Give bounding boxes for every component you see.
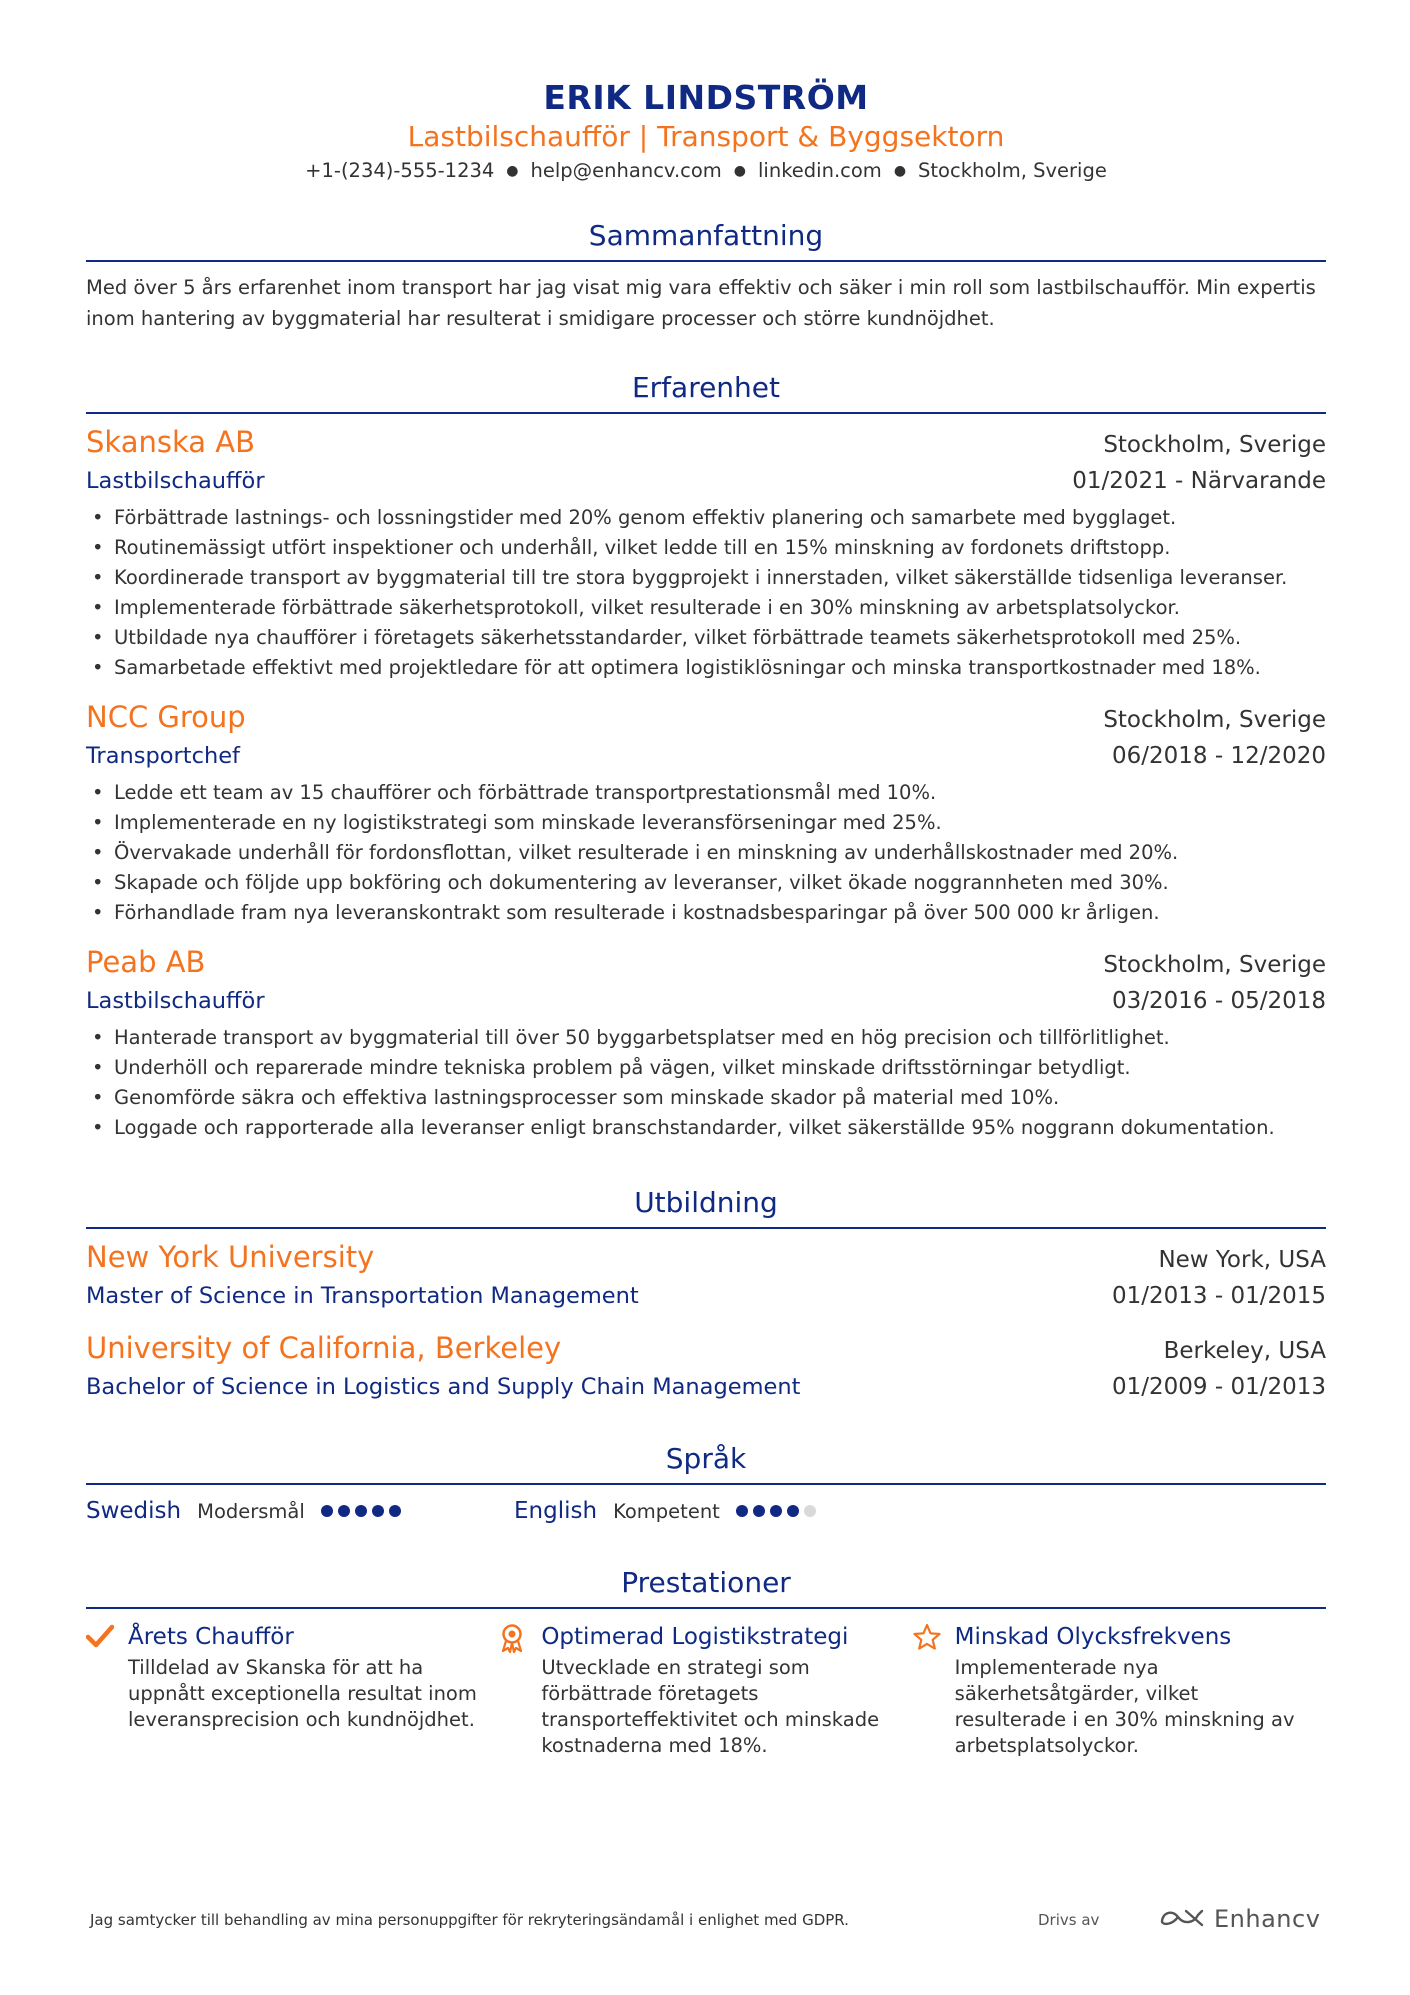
- language-rating: [736, 1505, 816, 1517]
- powered-by-label: Drivs av: [1038, 1911, 1100, 1929]
- resume-page: [86, 0, 1326, 1759]
- job-entry: [86, 942, 1326, 1143]
- education-section: [86, 1183, 1326, 1405]
- job-bullet: • Utbildade nya chaufförer i företagets säkerhetsstandarder, vilket förbättrade teamets säkerhetsprotokoll med 25%.: [86, 623, 1326, 653]
- gdpr-consent: Jag samtycker till behandling av mina personuppgifter för rekryteringsändamål i enlighet med GDPR.: [90, 1911, 849, 1929]
- achievement-title: Årets Chaufför: [128, 1624, 294, 1650]
- job-bullet: • Implementerade en ny logistikstrategi som minskade leveransförseningar med 25%.: [86, 808, 1326, 838]
- language-item: [86, 1498, 514, 1524]
- rating-dot-filled: [787, 1505, 799, 1517]
- experience-section: [86, 368, 1326, 1143]
- education-location: New York, USA: [1158, 1247, 1326, 1273]
- candidate-name: ERIK LINDSTRÖM: [543, 78, 869, 117]
- job-company: Skanska AB: [86, 425, 255, 459]
- job-entry: [86, 697, 1326, 928]
- language-name: English: [514, 1498, 598, 1524]
- job-location: Stockholm, Sverige: [1103, 707, 1326, 733]
- education-dates: 01/2013 - 01/2015: [1111, 1283, 1326, 1309]
- job-bullet: • Underhöll och reparerade mindre tekniska problem på vägen, vilket minskade driftsstörningar betydligt.: [86, 1053, 1326, 1083]
- enhancv-logo-icon: [1158, 1905, 1206, 1933]
- job-bullets: [86, 503, 1326, 683]
- education-degree: Bachelor of Science in Logistics and Supply Chain Management: [86, 1374, 801, 1400]
- enhancv-brand-name: Enhancv: [1214, 1905, 1321, 1933]
- job-bullet: • Övervakade underhåll för fordonsflottan, vilket resulterade i en minskning av underhållskostnader med 20%.: [86, 838, 1326, 868]
- language-rating: [321, 1505, 401, 1517]
- job-role: Transportchef: [86, 743, 240, 769]
- job-location: Stockholm, Sverige: [1103, 432, 1326, 458]
- section-title-summary: Sammanfattning: [86, 216, 1326, 262]
- languages-list: [86, 1485, 1326, 1537]
- contact-phone: +1-(234)-555-1234: [305, 159, 495, 182]
- education-school: University of California, Berkeley: [86, 1331, 562, 1365]
- contact-separator: ●: [893, 163, 907, 179]
- education-entry: [86, 1328, 1326, 1405]
- achievement-item: [86, 1621, 499, 1759]
- achievement-item: [499, 1621, 912, 1759]
- education-location: Berkeley, USA: [1163, 1338, 1326, 1364]
- checkmark-icon: [86, 1621, 128, 1759]
- job-bullet: • Hanterade transport av byggmaterial till över 50 byggarbetsplatser med en hög precision och tillförlitlighet.: [86, 1023, 1326, 1053]
- job-bullet: • Implementerade förbättrade säkerhetsprotokoll, vilket resulterade i en 30% minskning av arbetsplatsolyckor.: [86, 593, 1326, 623]
- languages-section: [86, 1439, 1326, 1537]
- job-company: Peab AB: [86, 945, 206, 979]
- section-title-achievements: Prestationer: [86, 1563, 1326, 1609]
- job-dates: 06/2018 - 12/2020: [1111, 743, 1326, 769]
- resume-header: [86, 0, 1326, 188]
- job-bullets: [86, 1023, 1326, 1143]
- rating-dot-filled: [355, 1505, 367, 1517]
- contact-line: [86, 156, 1326, 188]
- rating-dot-filled: [770, 1505, 782, 1517]
- contact-location: Stockholm, Sverige: [918, 159, 1107, 182]
- summary-section: [86, 216, 1326, 334]
- star-icon: [913, 1621, 955, 1759]
- job-entry: [86, 422, 1326, 683]
- summary-text: Med över 5 års erfarenhet inom transport har jag visat mig vara effektiv och säker i min roll som lastbilschaufför. Min expertis inom hantering av byggmaterial har resulterat i smidigare processer och större kundnöjdhet.: [86, 276, 1316, 330]
- award-ribbon-icon: [499, 1621, 541, 1759]
- contact-email[interactable]: help@enhancv.com: [530, 159, 722, 182]
- contact-separator: ●: [733, 163, 747, 179]
- education-school: New York University: [86, 1240, 375, 1274]
- job-bullet: • Genomförde säkra och effektiva lastningsprocesser som minskade skador på material med 10%.: [86, 1083, 1326, 1113]
- job-role: Lastbilschaufför: [86, 988, 265, 1014]
- language-level: Kompetent: [613, 1499, 720, 1523]
- rating-dot-empty: [804, 1505, 816, 1517]
- job-company: NCC Group: [86, 700, 246, 734]
- achievement-title: Minskad Olycksfrekvens: [954, 1624, 1232, 1650]
- education-dates: 01/2009 - 01/2013: [1111, 1374, 1326, 1400]
- section-title-languages: Språk: [86, 1439, 1326, 1485]
- achievements-section: [86, 1563, 1326, 1759]
- language-level: Modersmål: [197, 1499, 305, 1523]
- job-bullet: • Loggade och rapporterade alla leveranser enligt branschstandarder, vilket säkerställde 95% noggrann dokumentation.: [86, 1113, 1326, 1143]
- rating-dot-filled: [736, 1505, 748, 1517]
- contact-separator: ●: [506, 163, 519, 179]
- achievement-item: [913, 1621, 1326, 1759]
- rating-dot-filled: [753, 1505, 765, 1517]
- job-bullet: • Ledde ett team av 15 chaufförer och förbättrade transportprestationsmål med 10%.: [86, 778, 1326, 808]
- rating-dot-filled: [321, 1505, 333, 1517]
- achievement-description: Implementerade nya säkerhetsåtgärder, vilket resulterade i en 30% minskning av arbetsplatsolyckor.: [954, 1656, 1295, 1757]
- language-item: [514, 1498, 942, 1524]
- job-dates: 03/2016 - 05/2018: [1111, 988, 1326, 1014]
- achievement-title: Optimerad Logistikstrategi: [541, 1624, 849, 1650]
- achievement-description: Utvecklade en strategi som förbättrade företagets transporteffektivitet och minskade kostnaderna med 18%.: [541, 1656, 880, 1757]
- job-bullet: • Skapade och följde upp bokföring och dokumentering av leveranser, vilket ökade noggrannheten med 30%.: [86, 868, 1326, 898]
- rating-dot-filled: [338, 1505, 350, 1517]
- job-bullet: • Koordinerade transport av byggmaterial till tre stora byggprojekt i innerstaden, vilket säkerställde tidsenliga leveranser.: [86, 563, 1326, 593]
- rating-dot-filled: [389, 1505, 401, 1517]
- job-bullets: [86, 778, 1326, 928]
- job-bullet: • Routinemässigt utfört inspektioner och underhåll, vilket ledde till en 15% minskning av fordonets driftstopp.: [86, 533, 1326, 563]
- section-title-education: Utbildning: [86, 1183, 1326, 1229]
- resume-footer: [90, 1905, 1330, 1945]
- job-location: Stockholm, Sverige: [1103, 952, 1326, 978]
- job-role: Lastbilschaufför: [86, 468, 265, 494]
- language-name: Swedish: [86, 1498, 182, 1524]
- education-degree: Master of Science in Transportation Management: [86, 1283, 639, 1309]
- candidate-headline: Lastbilschaufför | Transport & Byggsektorn: [407, 120, 1005, 153]
- section-title-experience: Erfarenhet: [86, 368, 1326, 414]
- enhancv-brand[interactable]: [1158, 1905, 1320, 1933]
- job-dates: 01/2021 - Närvarande: [1072, 468, 1326, 494]
- rating-dot-filled: [372, 1505, 384, 1517]
- job-bullet: • Förbättrade lastnings- och lossningstider med 20% genom effektiv planering och samarbete med bygglaget.: [86, 503, 1326, 533]
- education-entry: [86, 1237, 1326, 1314]
- contact-linkedin[interactable]: linkedin.com: [758, 159, 882, 182]
- achievements-list: [86, 1621, 1326, 1759]
- job-bullet: • Förhandlade fram nya leveranskontrakt som resulterade i kostnadsbesparingar på över 500 000 kr årligen.: [86, 898, 1326, 928]
- achievement-description: Tilldelad av Skanska för att ha uppnått exceptionella resultat inom leveransprecision och kundnöjdhet.: [128, 1656, 477, 1731]
- job-bullet: • Samarbetade effektivt med projektledare för att optimera logistiklösningar och minska transportkostnader med 18%.: [86, 653, 1326, 683]
